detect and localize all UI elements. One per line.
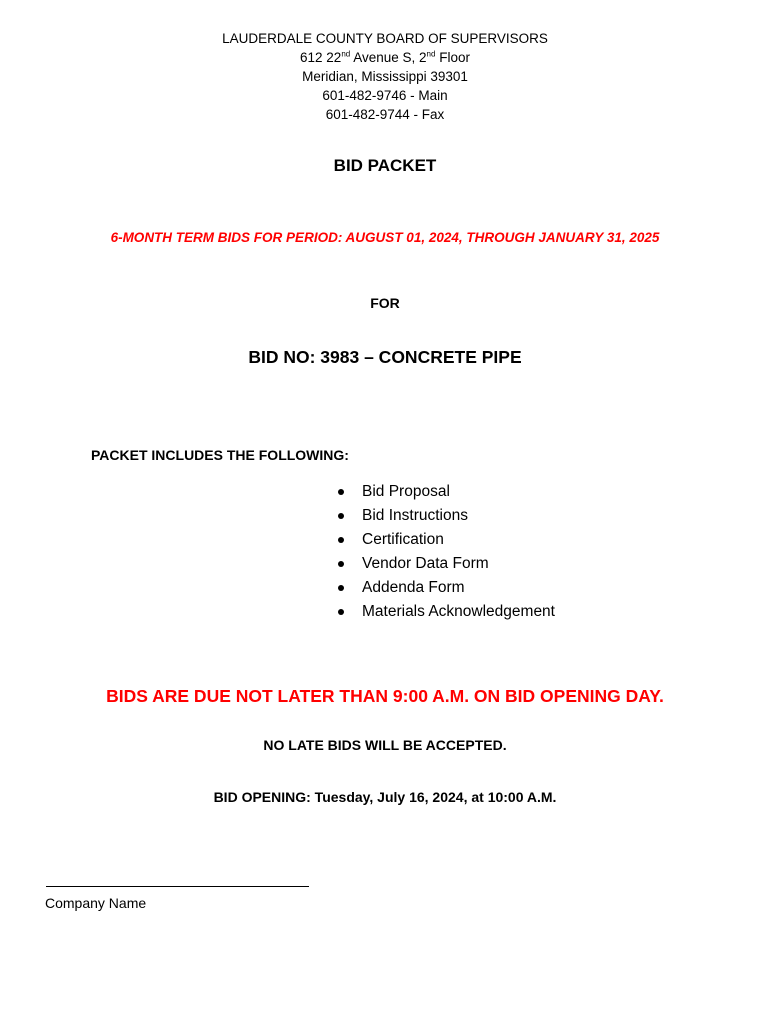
bid-opening-date: BID OPENING: Tuesday, July 16, 2024, at 10:00 A.M. [213, 789, 557, 805]
term-period: 6-MONTH TERM BIDS FOR PERIOD: AUGUST 01, 2024, THROUGH JANUARY 31, 2025 [110, 230, 660, 245]
company-name-label: Company Name [45, 895, 147, 911]
includes-list [338, 480, 555, 624]
list-item [338, 480, 555, 504]
bullet-icon [338, 489, 344, 495]
list-item [338, 600, 555, 624]
bullet-icon [338, 537, 344, 543]
org-name: LAUDERDALE COUNTY BOARD OF SUPERVISORS [222, 31, 548, 46]
phone-fax: 601-482-9744 - Fax [325, 107, 445, 122]
bullet-icon [338, 609, 344, 615]
letterhead [0, 29, 770, 124]
signature-line [46, 886, 309, 887]
list-item [338, 552, 555, 576]
address-suffix-2: nd [426, 49, 436, 59]
page-title: BID PACKET [333, 156, 437, 175]
list-item-label: Bid Proposal [362, 483, 450, 500]
bullet-icon [338, 561, 344, 567]
list-item-label: Certification [362, 531, 444, 548]
bid-number: BID NO: 3983 – CONCRETE PIPE [248, 347, 522, 367]
address-end: Floor [435, 50, 470, 65]
list-item-label: Materials Acknowledgement [362, 603, 555, 620]
list-item [338, 504, 555, 528]
due-notice: BIDS ARE DUE NOT LATER THAN 9:00 A.M. ON BID OPENING DAY. [106, 686, 664, 706]
for-label: FOR [370, 295, 400, 311]
list-item-label: Addenda Form [362, 579, 465, 596]
address-suffix-1: nd [341, 49, 351, 59]
list-item-label: Vendor Data Form [362, 555, 489, 572]
street-address [0, 48, 770, 67]
bullet-icon [338, 585, 344, 591]
phone-main: 601-482-9746 - Main [322, 88, 448, 103]
list-item [338, 528, 555, 552]
list-item [338, 576, 555, 600]
address-number: 612 22 [300, 50, 342, 65]
list-item-label: Bid Instructions [362, 507, 468, 524]
includes-heading: PACKET INCLUDES THE FOLLOWING: [91, 447, 349, 463]
address-middle: Avenue S, 2 [350, 50, 427, 65]
city-state-zip: Meridian, Mississippi 39301 [302, 69, 468, 84]
bullet-icon [338, 513, 344, 519]
no-late-notice: NO LATE BIDS WILL BE ACCEPTED. [263, 737, 507, 753]
